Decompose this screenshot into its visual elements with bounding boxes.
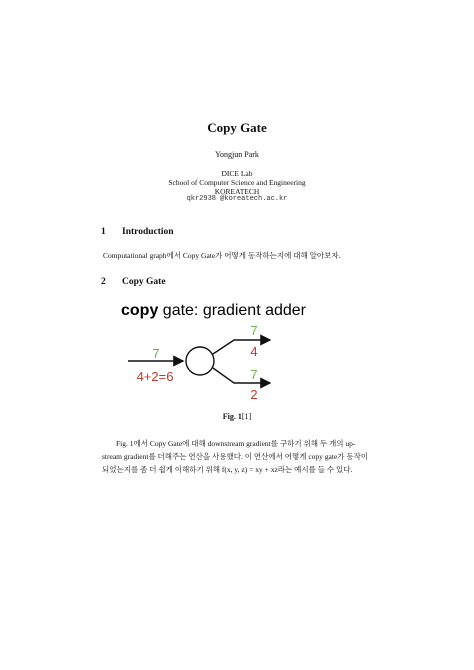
output-top-value: 7 <box>250 323 258 338</box>
input-value: 7 <box>152 346 160 361</box>
introduction-text: Computational graph에서 Copy Gate가 어떻게 동작하는지에 대해 알아보자. <box>103 251 341 260</box>
figure-heading: copy gate: gradient adder <box>121 302 307 319</box>
section-title: Copy Gate <box>122 277 166 287</box>
figure-citation: [1] <box>241 412 252 421</box>
copy-gate-figure <box>110 295 350 405</box>
figure-caption <box>0 412 474 421</box>
output-top-gradient: 4 <box>250 344 258 359</box>
affiliation-lab: DICE Lab <box>221 169 253 178</box>
paragraph-text: Fig. 1에서 Copy Gate에 대해 downstream gradient를 구하기 위해 두 개의 up-stream gradient를 더해주는 연산을 사용했다. 이 연산에서 어떻게 copy gate가 동작이 되었는지를 좀 더 쉽게 이해하기 위해 f(x, y, z) = xy + xz라는 예시를 들 수 있다. <box>102 439 369 474</box>
body-paragraph <box>102 437 374 476</box>
figure-label: Fig. 1 <box>222 412 242 421</box>
output-arrow-bottom <box>213 368 270 383</box>
affiliation-university: KOREATECH <box>214 187 260 196</box>
input-gradient: 4+2=6 <box>136 369 174 384</box>
affiliation-school: School of Computer Science and Engineering <box>168 178 306 187</box>
output-bottom-value: 7 <box>250 367 258 382</box>
section-number: 1 <box>101 227 106 237</box>
paper-title: Copy Gate <box>207 120 267 135</box>
output-arrow-top <box>213 340 270 354</box>
section-title: Introduction <box>122 227 174 237</box>
author-name: Yongjun Park <box>215 150 259 159</box>
copy-gate-node <box>186 347 214 375</box>
author-email: qkr2938 @koreatech.ac.kr <box>186 195 288 203</box>
section-number: 2 <box>101 277 106 287</box>
output-bottom-gradient: 2 <box>250 387 258 402</box>
